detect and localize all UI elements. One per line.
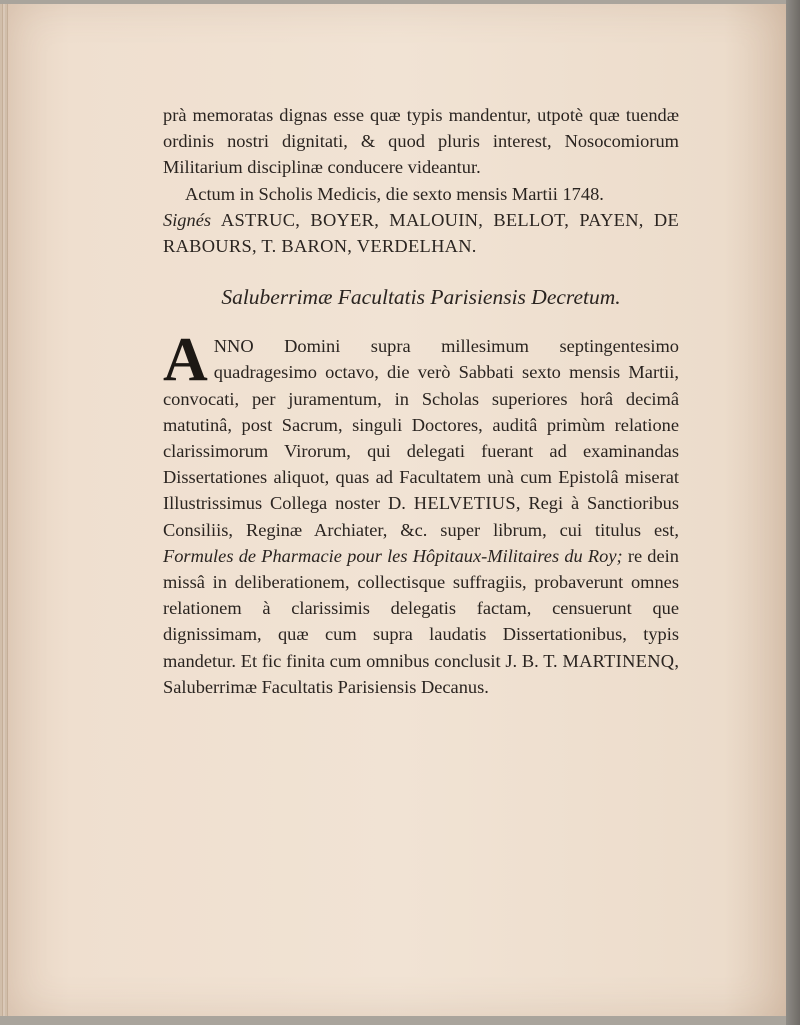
signatures-line (163, 207, 679, 259)
drop-cap: A (163, 326, 208, 395)
decree-title: Saluberrimæ Facultatis Parisiensis Decretum. (221, 285, 621, 310)
actum-line: Actum in Scholis Medicis, die sexto mensis Martii 1748. (185, 183, 604, 204)
name-martinenq: MARTINENQ (562, 650, 675, 671)
decree-text-3: re dein missâ in deliberationem, collectisque suffragiis, probaverunt omnes relationem à clarissimis delegatis factam, censuerunt que dignissimam, quæ cum supra laudatis Dissertationibus, typis mandetur. Et fic finita cum omnibus conclusit J. B. T. (163, 545, 679, 671)
decree-text-1: NNO Domini supra millesimum septingentesimo quadragesimo octavo, die verò Sabbati sexto mensis Martii, convocati, per juramentum, in Scholas superiores horâ decimâ matutinâ, post Sacrum, singuli Doctores, auditâ primùm relatione clarissimorum Virorum, qui delegati fuerant ad examinandas Dissertationes aliquot, quas ad Facultatem unà cum Epistolâ miserat Illustrissimus Collega noster D. (163, 336, 679, 514)
signes-label: Signés (163, 209, 212, 230)
decree-text-4: , Saluberrimæ Facultatis Parisiensis Decanus. (163, 650, 679, 697)
name-helvetius: HELVETIUS (413, 493, 516, 514)
signatory-names: ASTRUC, BOYER, MALOUIN, BELLOT, PAYEN, DE RABOURS, T. BARON, VERDELHAN. (163, 209, 679, 257)
decree-text-2: , Regi à Sanctioribus Consiliis, Reginæ Archiater, &c. super librum, cui titulus est, (163, 493, 680, 540)
page-text (163, 102, 679, 700)
book-spine-shadow (786, 0, 800, 1025)
book-title: Formules de Pharmacie pour les Hôpitaux-Militaires du Roy; (163, 545, 623, 566)
paragraph-opening: prà memoratas dignas esse quæ typis mandentur, utpotè quæ tuendæ ordinis nostri dignitati, & quod pluris interest, Nosocomiorum Militarium disciplinæ conducere videantur. (163, 105, 679, 178)
decree-paragraph (163, 326, 680, 700)
